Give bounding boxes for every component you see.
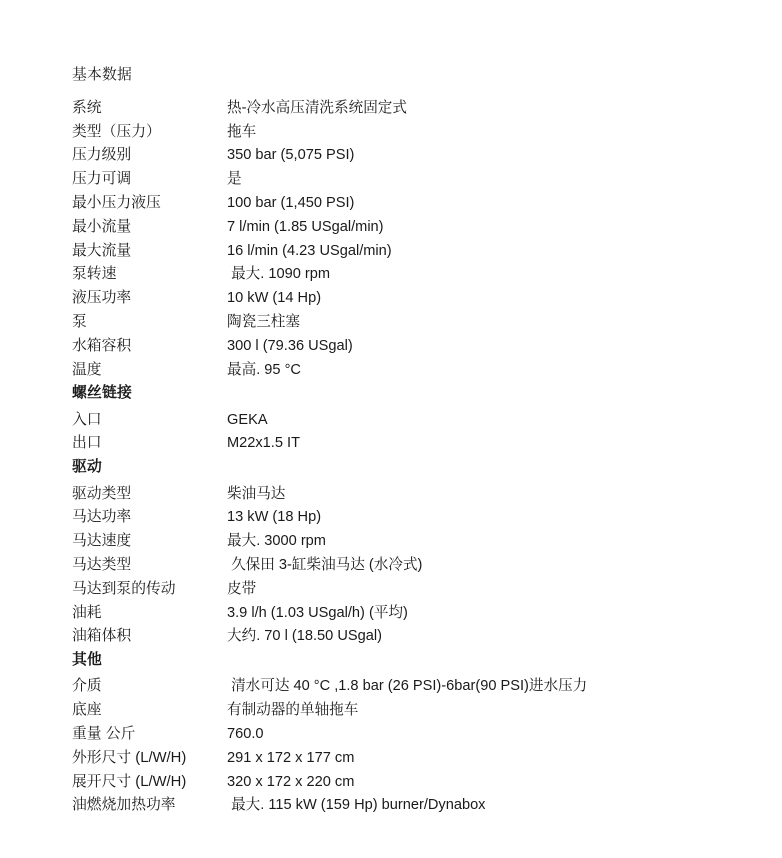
section-rows	[72, 677, 742, 820]
spec-label: 最小压力液压	[72, 194, 161, 211]
spec-label: 马达类型	[72, 556, 132, 573]
spec-row	[72, 508, 742, 532]
spec-value: 最高. 95 °C	[227, 361, 301, 378]
spec-row	[72, 485, 742, 509]
spec-label: 液压功率	[72, 290, 132, 307]
section-title: 其他	[72, 652, 102, 669]
spec-value: 7 l/min (1.85 USgal/min)	[227, 218, 384, 235]
spec-label: 温度	[72, 361, 102, 378]
spec-label: 压力级别	[72, 147, 132, 164]
section-rows	[72, 99, 742, 385]
spec-value: 皮带	[227, 580, 257, 597]
spec-value: 291 x 172 x 177 cm	[227, 749, 355, 766]
spec-row	[72, 773, 742, 797]
spec-section	[72, 651, 742, 820]
spec-label: 外形尺寸 (L/W/H)	[72, 749, 187, 766]
spec-value: 最大. 115 kW (159 Hp) burner/Dynabox	[227, 797, 486, 814]
spec-row	[72, 170, 742, 194]
spec-label: 油耗	[72, 604, 102, 621]
spec-row	[72, 677, 742, 701]
spec-value: 柴油马达	[227, 485, 286, 502]
section-title: 基本数据	[72, 67, 132, 83]
spec-row	[72, 146, 742, 170]
section-title: 螺丝链接	[72, 385, 132, 402]
spec-row	[72, 627, 742, 651]
spec-row	[72, 749, 742, 773]
spec-label: 展开尺寸 (L/W/H)	[72, 773, 187, 790]
spec-label: 泵	[72, 313, 87, 330]
spec-label: 泵转速	[72, 266, 117, 283]
spec-label: 马达到泵的传动	[72, 580, 176, 597]
spec-row	[72, 604, 742, 628]
spec-row	[72, 580, 742, 604]
spec-label: 重量 公斤	[72, 726, 136, 743]
spec-label: 马达速度	[72, 533, 132, 550]
spec-value: 16 l/min (4.23 USgal/min)	[227, 242, 392, 259]
spec-row	[72, 361, 742, 385]
spec-section	[72, 66, 742, 384]
spec-label: 驱动类型	[72, 485, 132, 502]
spec-label: 出口	[72, 435, 102, 452]
spec-row	[72, 556, 742, 580]
spec-row	[72, 796, 742, 820]
spec-row	[72, 123, 742, 147]
spec-row	[72, 532, 742, 556]
spec-value: 100 bar (1,450 PSI)	[227, 194, 355, 211]
spec-row	[72, 194, 742, 218]
spec-row	[72, 99, 742, 123]
section-rows	[72, 411, 742, 459]
spec-label: 油燃烧加热功率	[72, 797, 176, 814]
spec-row	[72, 242, 742, 266]
spec-value: M22x1.5 IT	[227, 435, 300, 452]
spec-value: 13 kW (18 Hp)	[227, 509, 322, 526]
spec-row	[72, 725, 742, 749]
spec-value: 热-冷水高压清洗系统固定式	[227, 99, 407, 116]
spec-value: 320 x 172 x 220 cm	[227, 773, 355, 790]
spec-value: 3.9 l/h (1.03 USgal/h) (平均)	[227, 604, 408, 621]
spec-label: 最大流量	[72, 242, 132, 259]
spec-row	[72, 337, 742, 361]
spec-value: 有制动器的单轴拖车	[227, 702, 359, 719]
spec-row	[72, 218, 742, 242]
spec-value: 最大. 1090 rpm	[227, 266, 331, 283]
spec-value: 久保田 3-缸柴油马达 (水冷式)	[227, 556, 423, 573]
spec-label: 底座	[72, 702, 102, 719]
spec-label: 马达功率	[72, 509, 132, 526]
spec-label: 最小流量	[72, 218, 132, 235]
spec-value: 清水可达 40 °C ,1.8 bar (26 PSI)-6bar(90 PSI)进水压力	[227, 678, 588, 695]
spec-value: 陶瓷三柱塞	[227, 313, 300, 330]
spec-value: 760.0	[227, 726, 264, 743]
spec-value: 最大. 3000 rpm	[227, 533, 326, 550]
section-rows	[72, 485, 742, 652]
spec-value: 300 l (79.36 USgal)	[227, 337, 353, 354]
spec-value: 是	[227, 171, 242, 188]
spec-value: 10 kW (14 Hp)	[227, 290, 322, 307]
spec-section	[72, 458, 742, 651]
spec-value: 350 bar (5,075 PSI)	[227, 147, 355, 164]
spec-row	[72, 289, 742, 313]
spec-label: 压力可调	[72, 171, 132, 188]
spec-row	[72, 434, 742, 458]
spec-value: GEKA	[227, 411, 268, 428]
spec-value: 大约. 70 l (18.50 USgal)	[227, 628, 382, 645]
spec-label: 入口	[72, 411, 102, 428]
spec-label: 类型（压力）	[72, 123, 161, 140]
spec-row	[72, 701, 742, 725]
spec-value: 拖车	[227, 123, 257, 140]
spec-label: 系统	[72, 99, 102, 116]
spec-row	[72, 313, 742, 337]
spec-row	[72, 265, 742, 289]
section-title: 驱动	[72, 459, 102, 476]
spec-label: 水箱容积	[72, 337, 132, 354]
spec-row	[72, 411, 742, 435]
spec-label: 油箱体积	[72, 628, 132, 645]
spec-label: 介质	[72, 678, 102, 695]
spec-section	[72, 384, 742, 458]
